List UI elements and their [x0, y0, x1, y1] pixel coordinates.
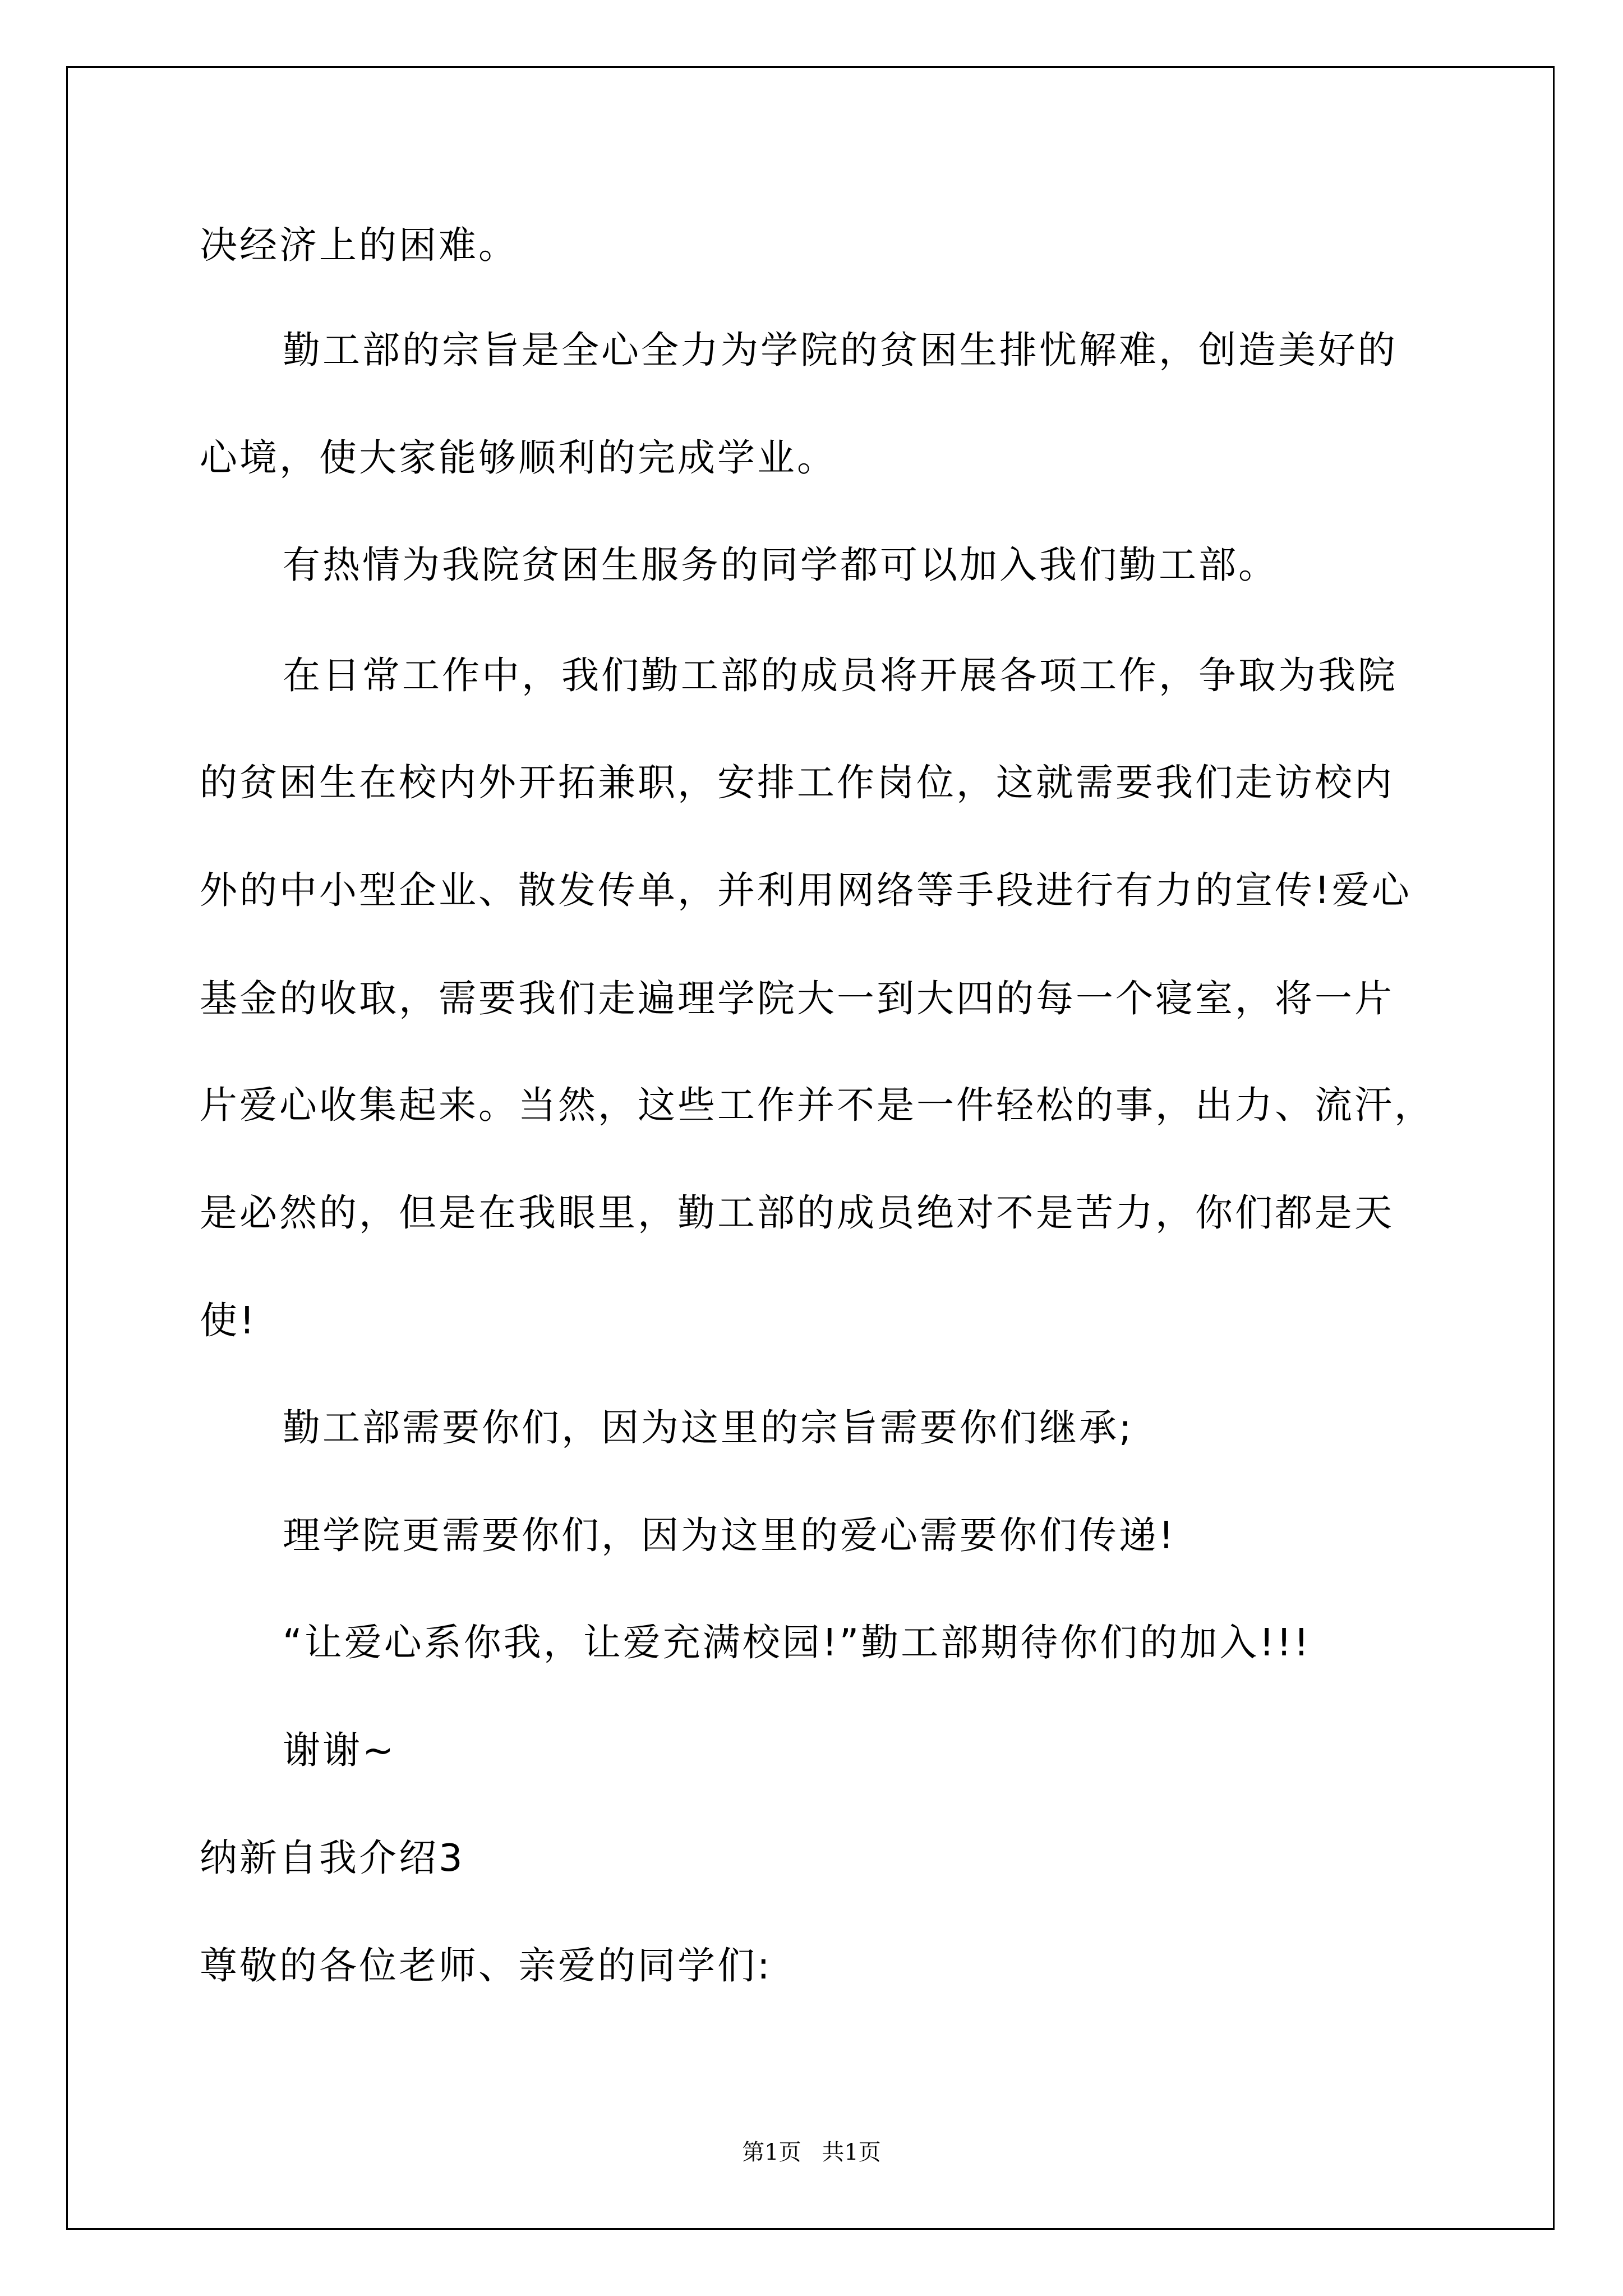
text-line: 心境，使大家能够顺利的完成学业。: [200, 436, 837, 480]
text-line: 谢谢~: [283, 1728, 396, 1772]
text-line: 有热情为我院贫困生服务的同学都可以加入我们勤工部。: [283, 543, 1278, 587]
page-number: 第1页: [742, 2139, 801, 2165]
text-line: 外的中小型企业、散发传单，并利用网络等手段进行有力的宣传!爱心: [200, 868, 1412, 912]
page-footer: [0, 2138, 1623, 2166]
text-line: 在日常工作中，我们勤工部的成员将开展各项工作，争取为我院: [283, 654, 1398, 697]
text-line: 理学院更需要你们，因为这里的爱心需要你们传递!: [283, 1513, 1176, 1557]
section-heading: 纳新自我介绍3: [200, 1836, 465, 1880]
text-line: 的贫困生在校内外开拓兼职，安排工作岗位，这就需要我们走访校内: [200, 761, 1394, 804]
text-line: 基金的收取，需要我们走遍理学院大一到大四的每一个寝室，将一片: [200, 977, 1394, 1020]
page-border: [66, 66, 1555, 2230]
salutation: 尊敬的各位老师、亲爱的同学们:: [200, 1944, 772, 1987]
text-line: 决经济上的困难。: [200, 223, 518, 267]
text-line: 是必然的，但是在我眼里，勤工部的成员绝对不是苦力，你们都是天: [200, 1191, 1394, 1235]
text-line: 勤工部的宗旨是全心全力为学院的贫困生排忧解难，创造美好的: [283, 328, 1398, 372]
text-line: 片爱心收集起来。当然，这些工作并不是一件轻松的事，出力、流汗，: [200, 1083, 1434, 1127]
text-line: 使!: [200, 1299, 257, 1342]
text-line: “让爱心系你我，让爱充满校园!”勤工部期待你们的加入!!!: [283, 1621, 1311, 1664]
page-total: 共1页: [822, 2139, 881, 2165]
text-line: 勤工部需要你们，因为这里的宗旨需要你们继承;: [283, 1406, 1134, 1450]
